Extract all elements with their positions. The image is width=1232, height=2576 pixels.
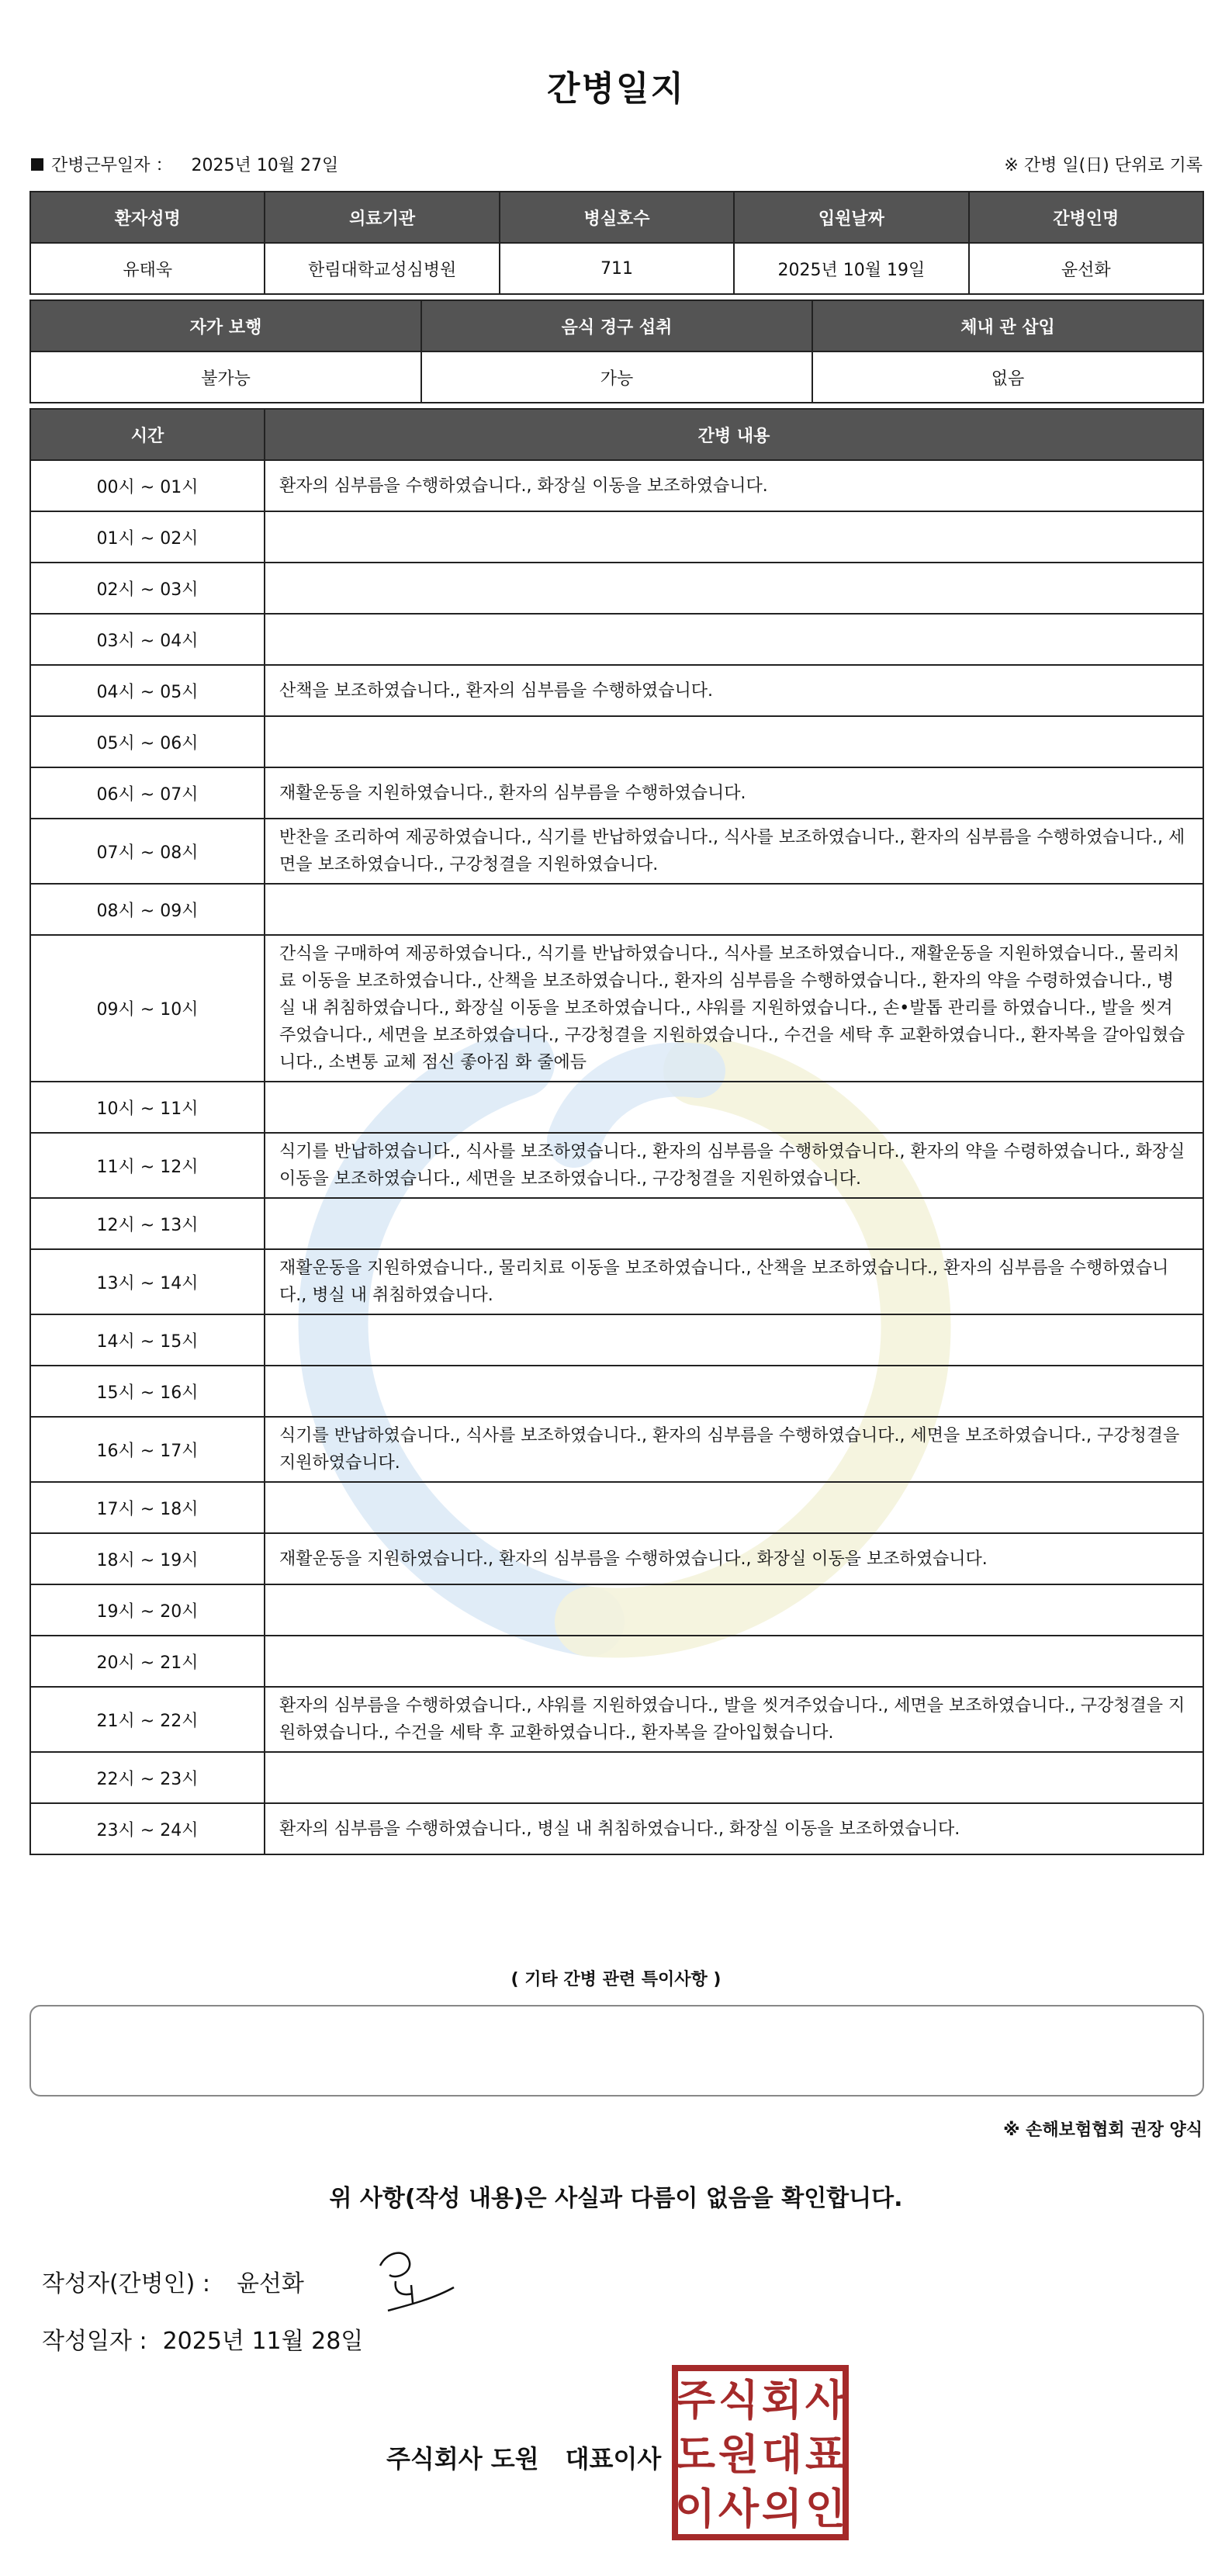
notes-box [29, 2005, 1204, 2096]
table-row [30, 460, 1203, 511]
stamp-char: 도 [674, 2430, 716, 2479]
time-cell: 17시 ~ 18시 [30, 1482, 265, 1533]
care-date-value: 2025년 10월 27일 [191, 156, 339, 175]
content-cell: 식기를 반납하였습니다., 식사를 보조하였습니다., 환자의 심부름을 수행하였습니다., 세면을 보조하였습니다., 구강청결을 지원하였습니다. [265, 1417, 1203, 1482]
content-cell [265, 1584, 1203, 1636]
table-row [30, 1752, 1203, 1803]
time-cell: 16시 ~ 17시 [30, 1417, 265, 1482]
content-cell [265, 1752, 1203, 1803]
written-date-line [42, 2322, 363, 2356]
page-title: 간병일지 [546, 69, 685, 109]
table-row [30, 1082, 1203, 1133]
company-name: 주식회사 도원 [386, 2444, 539, 2474]
header-caregiver: 간병인명 [969, 192, 1203, 243]
time-cell: 01시 ~ 02시 [30, 511, 265, 563]
time-cell: 04시 ~ 05시 [30, 665, 265, 716]
header-hospital: 의료기관 [265, 192, 499, 243]
writer-line [42, 2264, 304, 2298]
stamp-char: 의 [761, 2484, 803, 2533]
table-row [30, 1198, 1203, 1249]
content-cell: 재활운동을 지원하였습니다., 물리치료 이동을 보조하였습니다., 산책을 보조하였습니다., 환자의 심부름을 수행하였습니다., 병실 내 취침하였습니다. [265, 1249, 1203, 1314]
table-row [30, 614, 1203, 665]
content-cell [265, 884, 1203, 935]
table-row [30, 767, 1203, 819]
hospital-name: 한림대학교성심병원 [265, 243, 499, 294]
header-room: 병실호수 [500, 192, 734, 243]
content-cell [265, 1366, 1203, 1417]
header-walking: 자가 보행 [30, 300, 421, 351]
time-cell: 13시 ~ 14시 [30, 1249, 265, 1314]
header-admission-date: 입원날짜 [734, 192, 968, 243]
written-date-label: 작성일자 : [42, 2328, 147, 2355]
content-cell: 재활운동을 지원하였습니다., 환자의 심부름을 수행하였습니다. [265, 767, 1203, 819]
table-row [30, 1133, 1203, 1198]
table-row [30, 665, 1203, 716]
tube-status: 없음 [812, 351, 1203, 403]
table-row [30, 716, 1203, 767]
table-row [30, 1482, 1203, 1533]
oral-intake-status: 가능 [421, 351, 812, 403]
content-cell: 환자의 심부름을 수행하였습니다., 화장실 이동을 보조하였습니다. [265, 460, 1203, 511]
time-cell: 14시 ~ 15시 [30, 1314, 265, 1366]
time-cell: 22시 ~ 23시 [30, 1752, 265, 1803]
recommend-form-note: ※ 손해보험협회 권장 양식 [1003, 2121, 1203, 2140]
content-cell [265, 511, 1203, 563]
time-cell: 12시 ~ 13시 [30, 1198, 265, 1249]
table-row [30, 1584, 1203, 1636]
record-unit-note: ※ 간병 일(日) 단위로 기록 [1004, 156, 1203, 175]
time-cell: 03시 ~ 04시 [30, 614, 265, 665]
header-oral-intake: 음식 경구 섭취 [421, 300, 812, 351]
time-cell: 19시 ~ 20시 [30, 1584, 265, 1636]
stamp-char: 표 [805, 2430, 846, 2479]
table-row [30, 1636, 1203, 1687]
time-cell: 15시 ~ 16시 [30, 1366, 265, 1417]
stamp-char: 이 [674, 2484, 716, 2533]
confirmation-statement: 위 사항(작성 내용)은 사실과 다름이 없음을 확인합니다. [329, 2185, 903, 2212]
content-cell [265, 1198, 1203, 1249]
signature-icon [365, 2242, 458, 2320]
header-time: 시간 [30, 409, 265, 460]
table-row [30, 1803, 1203, 1854]
company-title: 대표이사 [565, 2444, 662, 2474]
time-cell: 18시 ~ 19시 [30, 1533, 265, 1584]
time-cell: 07시 ~ 08시 [30, 819, 265, 884]
time-cell: 23시 ~ 24시 [30, 1803, 265, 1854]
notes-title: ( 기타 간병 관련 특이사항 ) [510, 1970, 722, 1989]
patient-info-table [29, 191, 1204, 295]
admission-date: 2025년 10월 19일 [734, 243, 968, 294]
content-cell [265, 1314, 1203, 1366]
table-row [30, 1417, 1203, 1482]
stamp-char: 원 [718, 2430, 760, 2479]
stamp-char: 사 [805, 2376, 846, 2425]
content-cell [265, 1082, 1203, 1133]
time-cell: 08시 ~ 09시 [30, 884, 265, 935]
content-cell: 산책을 보조하였습니다., 환자의 심부름을 수행하였습니다. [265, 665, 1203, 716]
table-row [30, 884, 1203, 935]
time-cell: 00시 ~ 01시 [30, 460, 265, 511]
care-date [31, 152, 338, 176]
content-cell: 간식을 구매하여 제공하였습니다., 식기를 반납하였습니다., 식사를 보조하였습니다., 재활운동을 지원하였습니다., 물리치료 이동을 보조하였습니다., 산책을 보조하였습니다., 환자의 심부름을 수행하였습니다., 환자의 약을 수령하였습니다., 병실 내 취침하였습니다., 화장실 이동을 보조하였습니다., 샤워를 지원하였습니다., 손•발톱 관리를 하였습니다., 발을 씻겨주었습니다., 세면을 보조하였습니다., 구강청결을 지원하였습니다., 수건을 세탁 후 교환하였습니다., 환자복을 갈아입혔습니다., 소변통 교체 점신 좋아짐 화 줄에듬 [265, 935, 1203, 1082]
care-log-table [29, 408, 1204, 1855]
table-row [30, 1533, 1203, 1584]
time-cell: 10시 ~ 11시 [30, 1082, 265, 1133]
time-cell: 20시 ~ 21시 [30, 1636, 265, 1687]
content-cell [265, 716, 1203, 767]
stamp-char: 주 [674, 2376, 716, 2425]
table-row [30, 1314, 1203, 1366]
patient-name: 유태욱 [30, 243, 265, 294]
walking-status: 불가능 [30, 351, 421, 403]
written-date-value: 2025년 11월 28일 [162, 2328, 364, 2355]
writer-label: 작성자(간병인) : [42, 2270, 210, 2297]
time-cell: 21시 ~ 22시 [30, 1687, 265, 1752]
caregiver-name: 윤선화 [969, 243, 1203, 294]
stamp-char: 회 [761, 2376, 803, 2425]
content-cell: 환자의 심부름을 수행하였습니다., 샤워를 지원하였습니다., 발을 씻겨주었습니다., 세면을 보조하였습니다., 구강청결을 지원하였습니다., 수건을 세탁 후 교환하였습니다., 환자복을 갈아입혔습니다. [265, 1687, 1203, 1752]
care-date-label: 간병근무일자 ： [51, 156, 173, 175]
content-cell [265, 1636, 1203, 1687]
content-cell: 반찬을 조리하여 제공하였습니다., 식기를 반납하였습니다., 식사를 보조하였습니다., 환자의 심부름을 수행하였습니다., 세면을 보조하였습니다., 구강청결을 지원하였습니다. [265, 819, 1203, 884]
square-bullet-icon [31, 158, 43, 171]
header-tube: 체내 관 삽입 [812, 300, 1203, 351]
time-cell: 09시 ~ 10시 [30, 935, 265, 1082]
stamp-char: 사 [718, 2484, 760, 2533]
time-cell: 05시 ~ 06시 [30, 716, 265, 767]
stamp-char: 식 [718, 2376, 760, 2425]
stamp-char: 대 [761, 2430, 803, 2479]
time-cell: 06시 ~ 07시 [30, 767, 265, 819]
table-row [30, 511, 1203, 563]
content-cell: 재활운동을 지원하였습니다., 환자의 심부름을 수행하였습니다., 화장실 이동을 보조하였습니다. [265, 1533, 1203, 1584]
table-row [30, 563, 1203, 614]
table-row [30, 935, 1203, 1082]
table-row [30, 819, 1203, 884]
header-care-content: 간병 내용 [265, 409, 1203, 460]
stamp-char: 인 [805, 2484, 846, 2533]
content-cell [265, 1482, 1203, 1533]
table-row [30, 1366, 1203, 1417]
company-line [386, 2439, 661, 2475]
patient-status-table [29, 299, 1204, 403]
time-cell: 11시 ~ 12시 [30, 1133, 265, 1198]
header-patient-name: 환자성명 [30, 192, 265, 243]
content-cell [265, 563, 1203, 614]
content-cell: 식기를 반납하였습니다., 식사를 보조하였습니다., 환자의 심부름을 수행하였습니다., 환자의 약을 수령하였습니다., 화장실 이동을 보조하였습니다., 세면을 보조하였습니다., 구강청결을 지원하였습니다. [265, 1133, 1203, 1198]
writer-name: 윤선화 [236, 2270, 304, 2297]
table-row [30, 1249, 1203, 1314]
company-seal-icon [672, 2365, 849, 2540]
room-number: 711 [500, 243, 734, 294]
time-cell: 02시 ~ 03시 [30, 563, 265, 614]
content-cell [265, 614, 1203, 665]
table-row [30, 1687, 1203, 1752]
content-cell: 환자의 심부름을 수행하였습니다., 병실 내 취침하였습니다., 화장실 이동을 보조하였습니다. [265, 1803, 1203, 1854]
